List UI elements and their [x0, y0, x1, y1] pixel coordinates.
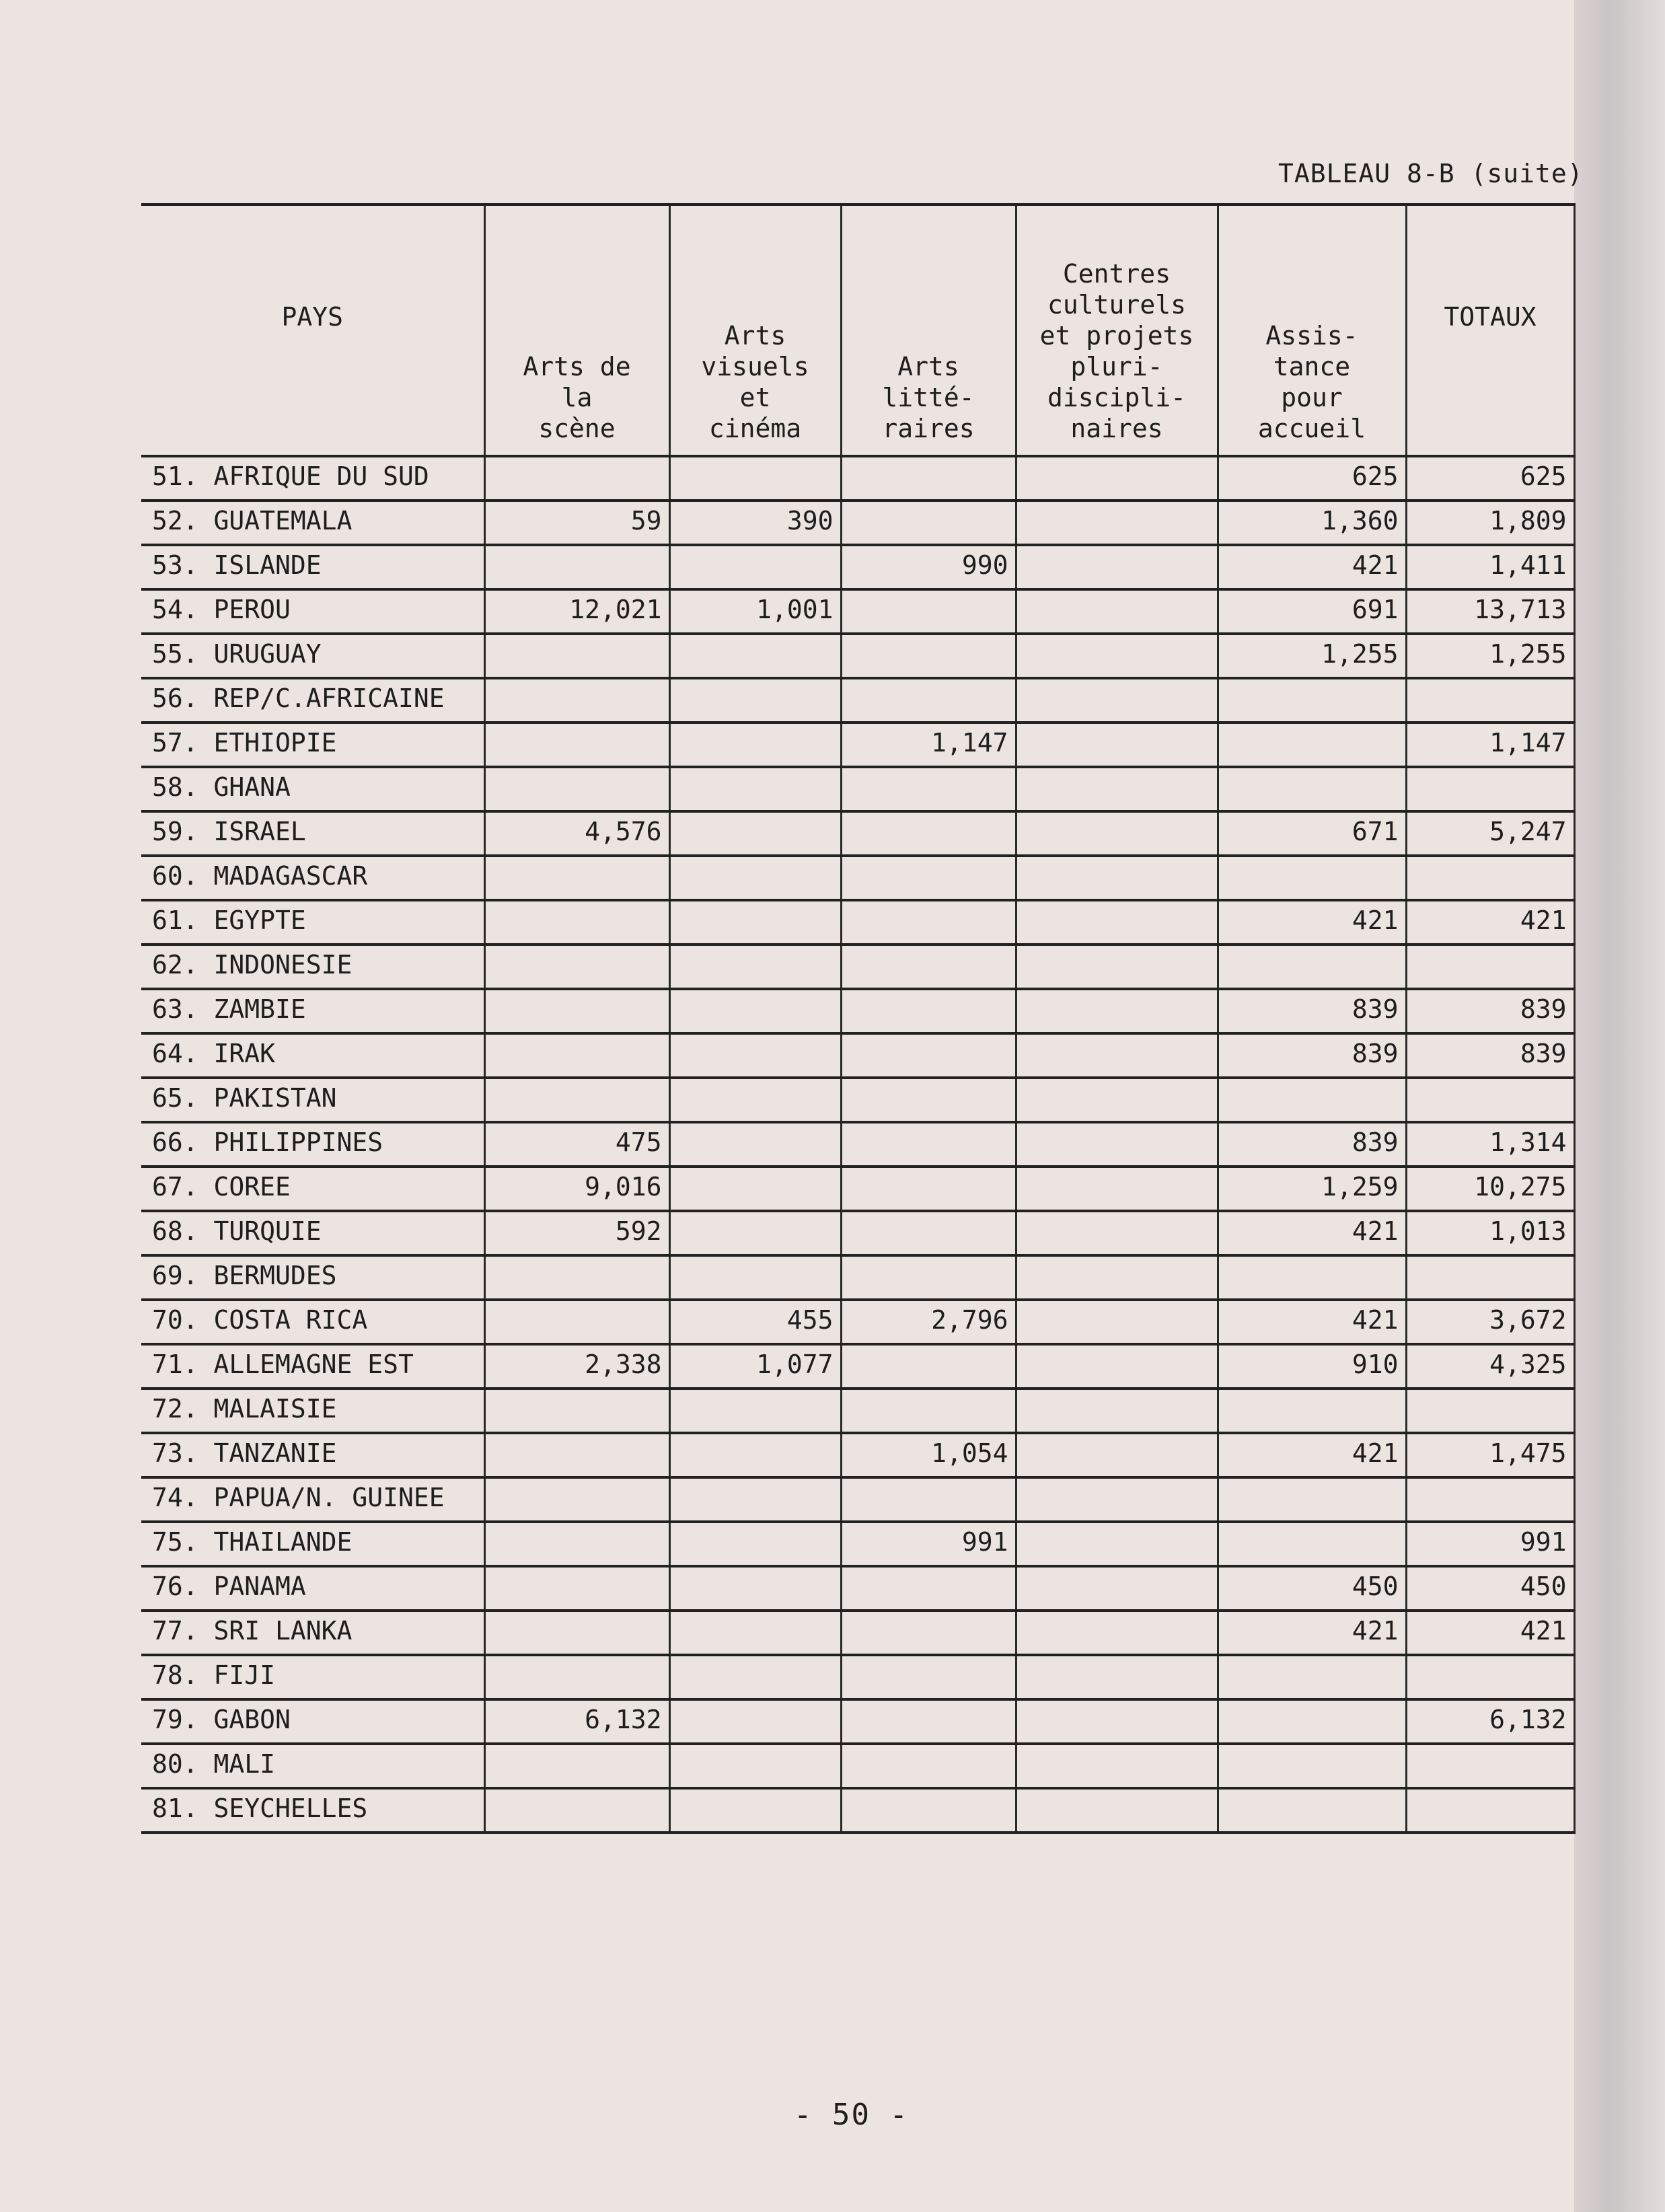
cell-centres-culturels: [1016, 1033, 1218, 1078]
cell-centres-culturels: [1016, 723, 1218, 767]
cell-pays: 68. TURQUIE: [141, 1211, 484, 1255]
cell-pays: 58. GHANA: [141, 767, 484, 811]
cell-totaux: 839: [1406, 1033, 1574, 1078]
cell-arts-litteraires: [841, 501, 1016, 545]
cell-arts-visuels: [669, 634, 841, 678]
cell-centres-culturels: [1016, 456, 1218, 501]
cell-totaux: 6,132: [1406, 1699, 1574, 1744]
cell-centres-culturels: [1016, 856, 1218, 900]
expenditure-table: [141, 203, 1576, 1834]
cell-arts-visuels: [669, 1078, 841, 1122]
cell-pays: 78. FIJI: [141, 1655, 484, 1699]
cell-centres-culturels: [1016, 1477, 1218, 1522]
cell-arts-visuels: [669, 1566, 841, 1611]
cell-pays: 72. MALAISIE: [141, 1389, 484, 1433]
cell-centres-culturels: [1016, 1611, 1218, 1655]
cell-arts-litteraires: [841, 1611, 1016, 1655]
table-row: [141, 1122, 1574, 1167]
cell-arts-visuels: [669, 900, 841, 945]
cell-totaux: 5,247: [1406, 811, 1574, 856]
cell-arts-visuels: [669, 811, 841, 856]
cell-assistance-accueil: [1218, 1078, 1406, 1122]
cell-pays: 52. GUATEMALA: [141, 501, 484, 545]
cell-arts-scene: [484, 1300, 669, 1344]
cell-assistance-accueil: [1218, 1522, 1406, 1566]
cell-arts-litteraires: 1,147: [841, 723, 1016, 767]
cell-centres-culturels: [1016, 589, 1218, 634]
cell-centres-culturels: [1016, 1211, 1218, 1255]
cell-arts-visuels: [669, 856, 841, 900]
cell-pays: 67. COREE: [141, 1167, 484, 1211]
table-row: [141, 1300, 1574, 1344]
cell-arts-scene: [484, 1655, 669, 1699]
cell-totaux: [1406, 1477, 1574, 1522]
cell-arts-litteraires: 2,796: [841, 1300, 1016, 1344]
cell-pays: 75. THAILANDE: [141, 1522, 484, 1566]
cell-centres-culturels: [1016, 501, 1218, 545]
cell-arts-scene: [484, 1389, 669, 1433]
cell-arts-scene: [484, 1477, 669, 1522]
cell-assistance-accueil: [1218, 1655, 1406, 1699]
cell-totaux: 10,275: [1406, 1167, 1574, 1211]
cell-assistance-accueil: 691: [1218, 589, 1406, 634]
cell-arts-visuels: [669, 767, 841, 811]
header-arts-scene: Arts de la scène: [484, 205, 669, 456]
cell-centres-culturels: [1016, 811, 1218, 856]
cell-arts-visuels: 1,001: [669, 589, 841, 634]
table-row: [141, 589, 1574, 634]
cell-assistance-accueil: 910: [1218, 1344, 1406, 1389]
cell-centres-culturels: [1016, 1433, 1218, 1477]
cell-totaux: 1,013: [1406, 1211, 1574, 1255]
cell-assistance-accueil: 839: [1218, 1122, 1406, 1167]
cell-assistance-accueil: [1218, 1389, 1406, 1433]
cell-arts-scene: [484, 456, 669, 501]
table-row: [141, 1033, 1574, 1078]
cell-arts-litteraires: [841, 1167, 1016, 1211]
cell-arts-litteraires: [841, 900, 1016, 945]
cell-arts-litteraires: [841, 1122, 1016, 1167]
cell-arts-scene: 59: [484, 501, 669, 545]
cell-totaux: 625: [1406, 456, 1574, 501]
cell-totaux: 991: [1406, 1522, 1574, 1566]
cell-arts-litteraires: [841, 678, 1016, 723]
table-row: [141, 634, 1574, 678]
page-number: - 50 -: [794, 2098, 909, 2132]
cell-totaux: 13,713: [1406, 589, 1574, 634]
cell-centres-culturels: [1016, 1655, 1218, 1699]
cell-totaux: 1,147: [1406, 723, 1574, 767]
cell-arts-litteraires: [841, 1566, 1016, 1611]
table-row: [141, 900, 1574, 945]
cell-arts-scene: 4,576: [484, 811, 669, 856]
cell-arts-visuels: [669, 1744, 841, 1788]
cell-assistance-accueil: 450: [1218, 1566, 1406, 1611]
table-row: [141, 767, 1574, 811]
cell-pays: 79. GABON: [141, 1699, 484, 1744]
table-row: [141, 989, 1574, 1033]
cell-arts-visuels: [669, 545, 841, 589]
cell-assistance-accueil: [1218, 856, 1406, 900]
cell-assistance-accueil: [1218, 1477, 1406, 1522]
cell-arts-visuels: [669, 723, 841, 767]
cell-centres-culturels: [1016, 1167, 1218, 1211]
cell-assistance-accueil: 421: [1218, 1433, 1406, 1477]
cell-centres-culturels: [1016, 767, 1218, 811]
cell-arts-litteraires: 990: [841, 545, 1016, 589]
cell-pays: 56. REP/C.AFRICAINE: [141, 678, 484, 723]
cell-totaux: 421: [1406, 1611, 1574, 1655]
cell-arts-scene: [484, 856, 669, 900]
cell-arts-visuels: [669, 456, 841, 501]
cell-arts-scene: [484, 900, 669, 945]
cell-totaux: 1,314: [1406, 1122, 1574, 1167]
cell-centres-culturels: [1016, 1522, 1218, 1566]
cell-pays: 54. PEROU: [141, 589, 484, 634]
cell-arts-visuels: 390: [669, 501, 841, 545]
cell-arts-litteraires: 991: [841, 1522, 1016, 1566]
cell-arts-visuels: [669, 1255, 841, 1300]
cell-arts-litteraires: [841, 1255, 1016, 1300]
cell-pays: 76. PANAMA: [141, 1566, 484, 1611]
cell-assistance-accueil: [1218, 767, 1406, 811]
cell-totaux: [1406, 1078, 1574, 1122]
cell-centres-culturels: [1016, 634, 1218, 678]
cell-arts-scene: [484, 945, 669, 989]
cell-arts-litteraires: [841, 456, 1016, 501]
cell-assistance-accueil: 421: [1218, 1300, 1406, 1344]
cell-assistance-accueil: 421: [1218, 1611, 1406, 1655]
cell-arts-scene: 12,021: [484, 589, 669, 634]
cell-totaux: [1406, 1788, 1574, 1833]
cell-arts-litteraires: [841, 589, 1016, 634]
table-row: [141, 456, 1574, 501]
cell-arts-litteraires: [841, 1078, 1016, 1122]
cell-arts-visuels: [669, 945, 841, 989]
cell-arts-visuels: 455: [669, 1300, 841, 1344]
cell-arts-visuels: [669, 1033, 841, 1078]
table-row: [141, 945, 1574, 989]
cell-centres-culturels: [1016, 1389, 1218, 1433]
cell-centres-culturels: [1016, 1255, 1218, 1300]
cell-arts-scene: [484, 1522, 669, 1566]
table-row: [141, 501, 1574, 545]
cell-totaux: 1,411: [1406, 545, 1574, 589]
cell-pays: 65. PAKISTAN: [141, 1078, 484, 1122]
table-row: [141, 1078, 1574, 1122]
cell-totaux: [1406, 767, 1574, 811]
cell-arts-visuels: [669, 1477, 841, 1522]
cell-totaux: [1406, 856, 1574, 900]
cell-arts-scene: [484, 767, 669, 811]
table-row: [141, 811, 1574, 856]
cell-totaux: 1,255: [1406, 634, 1574, 678]
cell-totaux: 1,475: [1406, 1433, 1574, 1477]
cell-arts-litteraires: [841, 634, 1016, 678]
cell-assistance-accueil: [1218, 678, 1406, 723]
cell-assistance-accueil: [1218, 945, 1406, 989]
cell-pays: 62. INDONESIE: [141, 945, 484, 989]
cell-arts-litteraires: 1,054: [841, 1433, 1016, 1477]
cell-centres-culturels: [1016, 545, 1218, 589]
cell-centres-culturels: [1016, 1344, 1218, 1389]
cell-centres-culturels: [1016, 989, 1218, 1033]
table-body: [141, 456, 1574, 1833]
header-arts-visuels: Arts visuels et cinéma: [669, 205, 841, 456]
cell-centres-culturels: [1016, 945, 1218, 989]
cell-pays: 77. SRI LANKA: [141, 1611, 484, 1655]
cell-totaux: 3,672: [1406, 1300, 1574, 1344]
cell-arts-scene: [484, 723, 669, 767]
cell-totaux: 839: [1406, 989, 1574, 1033]
cell-arts-scene: [484, 678, 669, 723]
cell-assistance-accueil: 421: [1218, 1211, 1406, 1255]
cell-arts-litteraires: [841, 1344, 1016, 1389]
cell-arts-litteraires: [841, 1699, 1016, 1744]
cell-arts-litteraires: [841, 767, 1016, 811]
cell-assistance-accueil: 1,255: [1218, 634, 1406, 678]
cell-arts-visuels: [669, 1611, 841, 1655]
header-centres-culturels: Centres culturels et projets pluri- discipli- naires: [1016, 205, 1218, 456]
cell-arts-scene: [484, 1611, 669, 1655]
cell-arts-visuels: [669, 1122, 841, 1167]
cell-pays: 74. PAPUA/N. GUINEE: [141, 1477, 484, 1522]
cell-arts-scene: [484, 545, 669, 589]
cell-arts-scene: [484, 1033, 669, 1078]
cell-totaux: 4,325: [1406, 1344, 1574, 1389]
cell-totaux: 450: [1406, 1566, 1574, 1611]
cell-arts-scene: [484, 634, 669, 678]
cell-totaux: [1406, 678, 1574, 723]
cell-arts-visuels: [669, 1655, 841, 1699]
table-row: [141, 1566, 1574, 1611]
table-row: [141, 545, 1574, 589]
header-totaux: TOTAUX: [1406, 205, 1574, 456]
cell-assistance-accueil: [1218, 723, 1406, 767]
cell-arts-litteraires: [841, 1211, 1016, 1255]
cell-pays: 73. TANZANIE: [141, 1433, 484, 1477]
cell-arts-scene: 592: [484, 1211, 669, 1255]
cell-totaux: 421: [1406, 900, 1574, 945]
cell-assistance-accueil: 1,259: [1218, 1167, 1406, 1211]
cell-arts-scene: [484, 989, 669, 1033]
cell-pays: 69. BERMUDES: [141, 1255, 484, 1300]
cell-arts-litteraires: [841, 1788, 1016, 1833]
cell-assistance-accueil: [1218, 1699, 1406, 1744]
cell-arts-scene: [484, 1566, 669, 1611]
cell-totaux: [1406, 1255, 1574, 1300]
cell-arts-visuels: [669, 1389, 841, 1433]
table-row: [141, 1477, 1574, 1522]
table-row: [141, 1699, 1574, 1744]
table-row: [141, 1211, 1574, 1255]
header-assistance-accueil: Assis- tance pour accueil: [1218, 205, 1406, 456]
cell-pays: 53. ISLANDE: [141, 545, 484, 589]
cell-arts-visuels: [669, 1167, 841, 1211]
table-row: [141, 856, 1574, 900]
cell-arts-scene: [484, 1744, 669, 1788]
cell-pays: 64. IRAK: [141, 1033, 484, 1078]
table-row: [141, 678, 1574, 723]
table-row: [141, 1744, 1574, 1788]
cell-assistance-accueil: [1218, 1255, 1406, 1300]
cell-arts-litteraires: [841, 1744, 1016, 1788]
cell-arts-visuels: [669, 1522, 841, 1566]
cell-arts-visuels: [669, 678, 841, 723]
cell-centres-culturels: [1016, 1566, 1218, 1611]
cell-arts-visuels: [669, 989, 841, 1033]
cell-assistance-accueil: 421: [1218, 900, 1406, 945]
cell-assistance-accueil: 671: [1218, 811, 1406, 856]
cell-totaux: 1,809: [1406, 501, 1574, 545]
cell-pays: 61. EGYPTE: [141, 900, 484, 945]
cell-arts-visuels: 1,077: [669, 1344, 841, 1389]
table-caption: TABLEAU 8-B (suite): [1278, 159, 1584, 188]
cell-assistance-accueil: 625: [1218, 456, 1406, 501]
cell-pays: 70. COSTA RICA: [141, 1300, 484, 1344]
cell-assistance-accueil: 421: [1218, 545, 1406, 589]
cell-centres-culturels: [1016, 1744, 1218, 1788]
cell-arts-scene: [484, 1788, 669, 1833]
table-row: [141, 1167, 1574, 1211]
cell-totaux: [1406, 1744, 1574, 1788]
cell-arts-visuels: [669, 1211, 841, 1255]
cell-centres-culturels: [1016, 1788, 1218, 1833]
cell-arts-scene: [484, 1433, 669, 1477]
cell-pays: 80. MALI: [141, 1744, 484, 1788]
cell-arts-scene: 6,132: [484, 1699, 669, 1744]
cell-arts-scene: [484, 1255, 669, 1300]
page-edge-shadow: [1574, 0, 1665, 2212]
cell-pays: 71. ALLEMAGNE EST: [141, 1344, 484, 1389]
cell-pays: 51. AFRIQUE DU SUD: [141, 456, 484, 501]
header-arts-litteraires: Arts litté- raires: [841, 205, 1016, 456]
cell-pays: 60. MADAGASCAR: [141, 856, 484, 900]
cell-arts-litteraires: [841, 1477, 1016, 1522]
table-row: [141, 1655, 1574, 1699]
cell-assistance-accueil: [1218, 1744, 1406, 1788]
cell-totaux: [1406, 945, 1574, 989]
table-row: [141, 1255, 1574, 1300]
cell-arts-scene: 475: [484, 1122, 669, 1167]
cell-pays: 57. ETHIOPIE: [141, 723, 484, 767]
cell-arts-visuels: [669, 1788, 841, 1833]
cell-assistance-accueil: 1,360: [1218, 501, 1406, 545]
cell-arts-litteraires: [841, 945, 1016, 989]
cell-arts-litteraires: [841, 989, 1016, 1033]
cell-centres-culturels: [1016, 1078, 1218, 1122]
cell-arts-scene: 9,016: [484, 1167, 669, 1211]
table-row: [141, 1788, 1574, 1833]
cell-centres-culturels: [1016, 1699, 1218, 1744]
cell-centres-culturels: [1016, 678, 1218, 723]
table-row: [141, 1433, 1574, 1477]
cell-pays: 55. URUGUAY: [141, 634, 484, 678]
cell-centres-culturels: [1016, 1122, 1218, 1167]
cell-totaux: [1406, 1389, 1574, 1433]
cell-arts-litteraires: [841, 1033, 1016, 1078]
cell-arts-scene: [484, 1078, 669, 1122]
cell-pays: 66. PHILIPPINES: [141, 1122, 484, 1167]
cell-pays: 63. ZAMBIE: [141, 989, 484, 1033]
cell-assistance-accueil: [1218, 1788, 1406, 1833]
cell-arts-visuels: [669, 1699, 841, 1744]
cell-arts-litteraires: [841, 1655, 1016, 1699]
cell-pays: 59. ISRAEL: [141, 811, 484, 856]
header-pays: PAYS: [141, 205, 484, 456]
cell-arts-scene: 2,338: [484, 1344, 669, 1389]
table-row: [141, 1344, 1574, 1389]
cell-arts-litteraires: [841, 1389, 1016, 1433]
table-header-row: [141, 205, 1574, 456]
cell-assistance-accueil: 839: [1218, 989, 1406, 1033]
table-row: [141, 1389, 1574, 1433]
cell-centres-culturels: [1016, 900, 1218, 945]
cell-centres-culturels: [1016, 1300, 1218, 1344]
cell-arts-litteraires: [841, 811, 1016, 856]
cell-totaux: [1406, 1655, 1574, 1699]
cell-arts-visuels: [669, 1433, 841, 1477]
table-row: [141, 1611, 1574, 1655]
table-row: [141, 1522, 1574, 1566]
table-row: [141, 723, 1574, 767]
cell-assistance-accueil: 839: [1218, 1033, 1406, 1078]
cell-pays: 81. SEYCHELLES: [141, 1788, 484, 1833]
cell-arts-litteraires: [841, 856, 1016, 900]
